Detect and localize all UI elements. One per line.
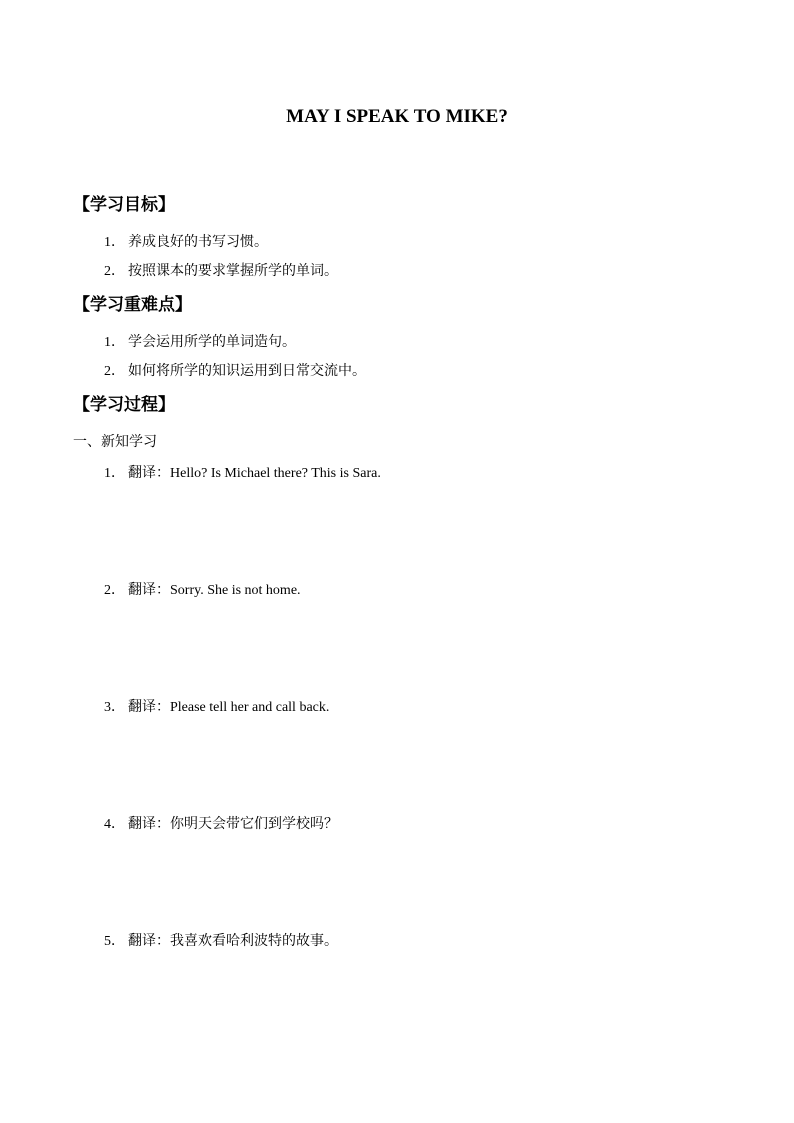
item-prefix: 翻译： xyxy=(128,816,170,832)
translation-item xyxy=(104,930,338,950)
goal-item xyxy=(104,260,338,280)
item-text: 你明天会带它们到学校吗？ xyxy=(170,816,338,832)
translation-item xyxy=(104,813,338,833)
key-point-item xyxy=(104,331,296,351)
item-text: Sorry. She is not home. xyxy=(170,583,301,598)
item-text: 如何将所学的知识运用到日常交流中。 xyxy=(128,363,366,379)
page-title: MAY I SPEAK TO MIKE? xyxy=(286,106,508,127)
item-number: 2． xyxy=(104,264,125,279)
heading-learning-process: 【学习过程】 xyxy=(73,395,175,415)
item-number: 2． xyxy=(104,583,125,598)
item-number: 5． xyxy=(104,934,125,949)
translation-item xyxy=(104,579,301,599)
item-text: 养成良好的书写习惯。 xyxy=(128,234,268,250)
item-prefix: 翻译： xyxy=(128,465,170,481)
key-point-item xyxy=(104,360,366,380)
item-number: 1． xyxy=(104,335,125,350)
subheading-new-knowledge: 一、新知学习 xyxy=(73,434,157,450)
item-text: 我喜欢看哈利波特的故事。 xyxy=(170,933,338,949)
item-prefix: 翻译： xyxy=(128,699,170,715)
heading-key-points: 【学习重难点】 xyxy=(73,295,192,315)
item-number: 1． xyxy=(104,235,125,250)
item-number: 4． xyxy=(104,817,125,832)
goal-item xyxy=(104,231,268,251)
item-prefix: 翻译： xyxy=(128,582,170,598)
item-number: 1． xyxy=(104,466,125,481)
item-text: Hello? Is Michael there? This is Sara. xyxy=(170,466,381,481)
item-prefix: 翻译： xyxy=(128,933,170,949)
item-text: 按照课本的要求掌握所学的单词。 xyxy=(128,263,338,279)
heading-learning-goals: 【学习目标】 xyxy=(73,195,175,215)
item-text: Please tell her and call back. xyxy=(170,700,330,715)
translation-item xyxy=(104,462,381,482)
item-text: 学会运用所学的单词造句。 xyxy=(128,334,296,350)
translation-item xyxy=(104,696,329,716)
item-number: 3． xyxy=(104,700,125,715)
item-number: 2． xyxy=(104,364,125,379)
